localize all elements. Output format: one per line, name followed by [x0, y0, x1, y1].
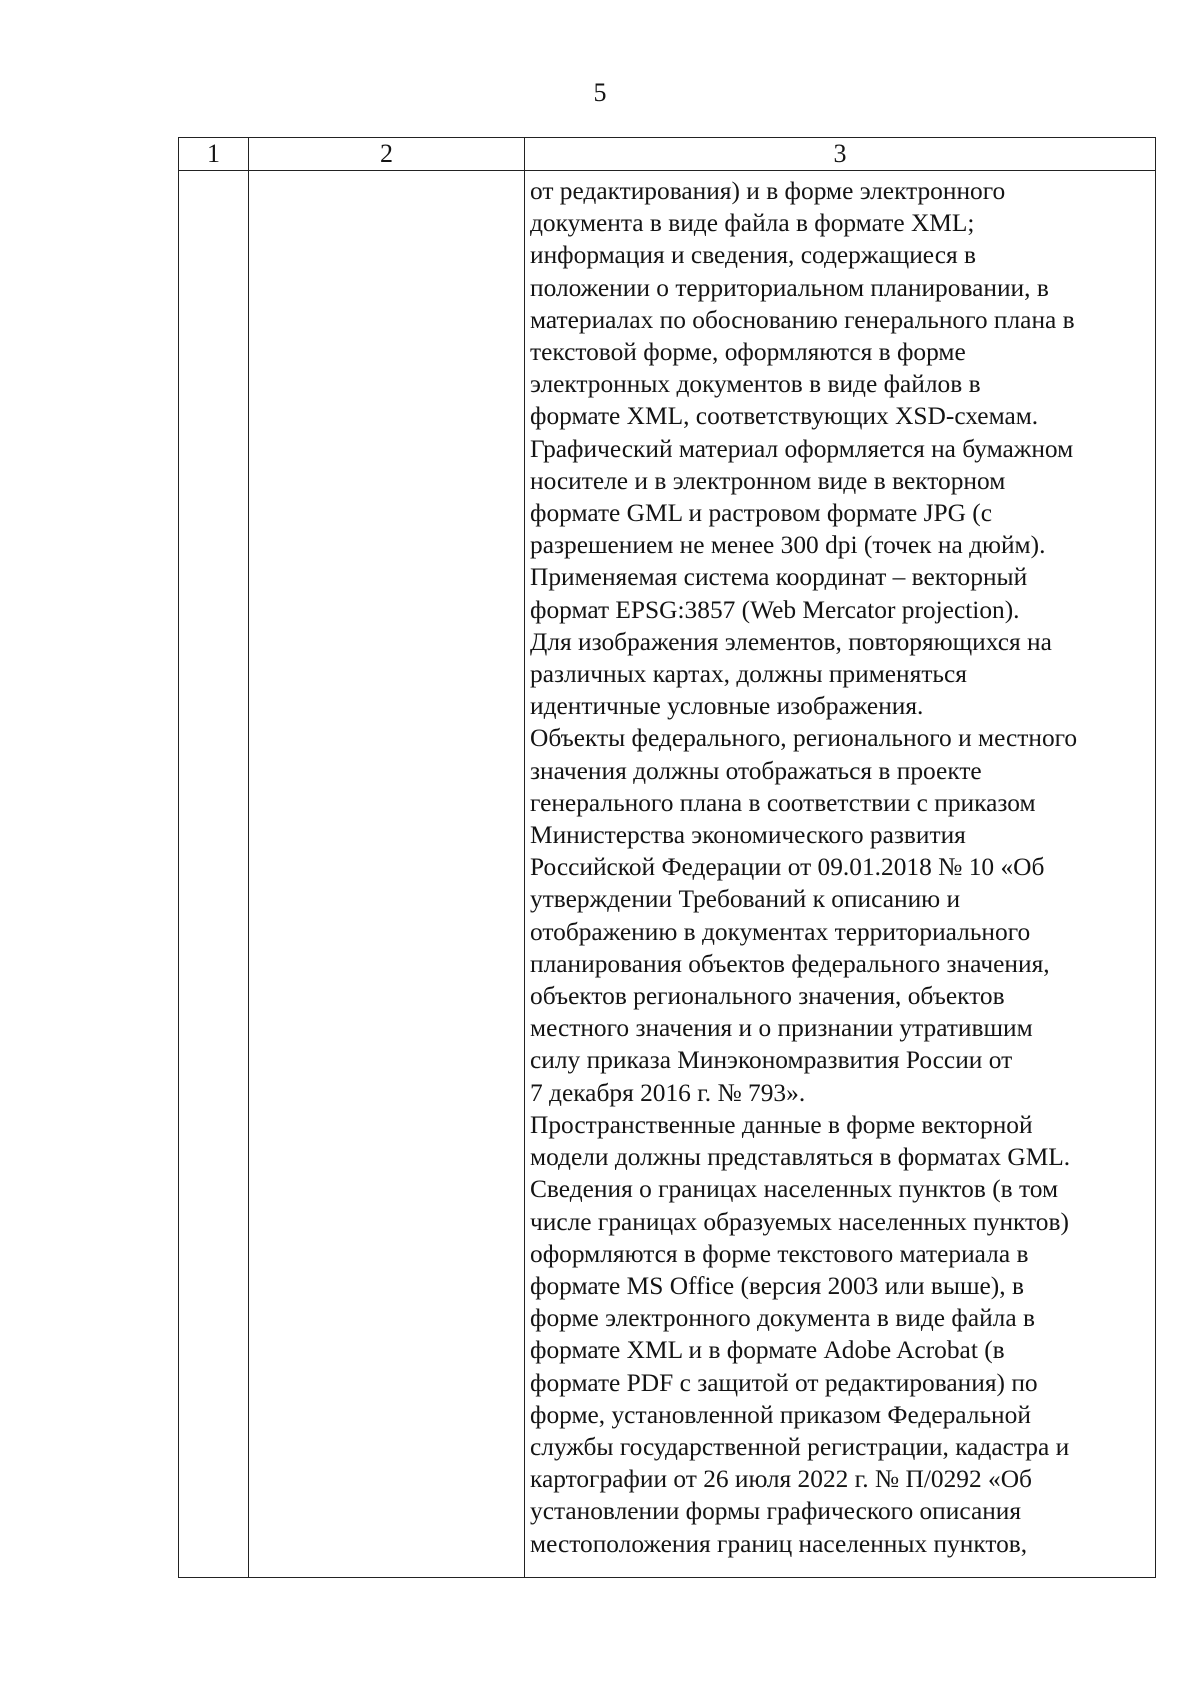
text-line: модели должны представляться в форматах GML.: [530, 1143, 1071, 1172]
text-line: форме электронного документа в виде файла в: [530, 1304, 1035, 1333]
text-line: Министерства экономического развития: [530, 821, 966, 850]
text-line: оформляются в форме текстового материала в: [530, 1239, 1029, 1268]
text-line: Сведения о границах населенных пунктов (в том: [530, 1175, 1059, 1204]
text-line: формате MS Office (версия 2003 или выше), в: [530, 1271, 1024, 1300]
text-line: 7 декабря 2016 г. № 793».: [530, 1078, 806, 1107]
text-line: формате PDF с защитой от редактирования) по: [530, 1368, 1038, 1397]
text-line: силу приказа Минэкономразвития России от: [530, 1046, 1013, 1075]
text-line: Для изображения элементов, повторяющихся на: [530, 627, 1052, 656]
text-line: картографии от 26 июля 2022 г. № П/0292 «Об: [530, 1465, 1032, 1494]
cell-col-3: [525, 171, 1156, 1578]
cell-col-1: [179, 171, 249, 1578]
text-line: утверждении Требований к описанию и: [530, 885, 961, 914]
text-line: документа в виде файла в формате XML;: [530, 209, 975, 238]
text-line: генерального плана в соответствии с приказом: [530, 788, 1036, 817]
text-line: объектов регионального значения, объектов: [530, 982, 1005, 1011]
text-line: идентичные условные изображения.: [530, 692, 924, 721]
text-line: носителе и в электронном виде в векторном: [530, 466, 1006, 495]
table-header-row: [179, 138, 1156, 171]
text-line: от редактирования) и в форме электронного: [530, 177, 1006, 205]
text-line: значения должны отображаться в проекте: [530, 756, 982, 785]
text-line: Российской Федерации от 09.01.2018 № 10 «Об: [530, 853, 1045, 882]
text-line: числе границах образуемых населенных пунктов): [530, 1207, 1069, 1236]
table-row: [179, 171, 1156, 1578]
text-line: положении о территориальном планировании, в: [530, 273, 1049, 302]
text-line: местного значения и о признании утратившим: [530, 1014, 1033, 1043]
text-line: службы государственной регистрации, кадастра и: [530, 1432, 1070, 1461]
text-line: местоположения границ населенных пунктов,: [530, 1529, 1028, 1558]
text-line: информация и сведения, содержащиеся в: [530, 241, 976, 270]
text-line: форме, установленной приказом Федеральной: [530, 1400, 1031, 1429]
text-line: Пространственные данные в форме векторной: [530, 1110, 1033, 1139]
text-line: текстовой форме, оформляются в форме: [530, 338, 966, 367]
text-line: отображению в документах территориального: [530, 917, 1031, 946]
text-line: Объекты федерального, регионального и местного: [530, 724, 1078, 753]
text-line: материалах по обоснованию генерального плана в: [530, 305, 1075, 334]
text-line: электронных документов в виде файлов в: [530, 370, 981, 399]
cell-col-3-text: [525, 171, 1155, 1560]
text-line: Графический материал оформляется на бумажном: [530, 434, 1074, 463]
page-number: 5: [593, 78, 607, 107]
column-header-1: 1: [179, 138, 249, 171]
text-line: различных картах, должны применяться: [530, 660, 967, 689]
text-line: планирования объектов федерального значения,: [530, 949, 1050, 978]
text-line: формате XML, соответствующих XSD-схемам.: [530, 402, 1039, 431]
requirements-table: [178, 137, 1156, 1578]
text-line: формате GML и растровом формате JPG (с: [530, 499, 993, 528]
cell-col-2: [249, 171, 525, 1578]
column-header-3: 3: [525, 138, 1156, 171]
text-line: формат EPSG:3857 (Web Mercator projection).: [530, 595, 1020, 624]
text-line: Применяемая система координат – векторный: [530, 563, 1028, 592]
text-line: установлении формы графического описания: [530, 1497, 1022, 1526]
text-line: формате XML и в формате Adobe Acrobat (в: [530, 1336, 1005, 1365]
column-header-2: 2: [249, 138, 525, 171]
text-line: разрешением не менее 300 dpi (точек на дюйм).: [530, 531, 1046, 560]
